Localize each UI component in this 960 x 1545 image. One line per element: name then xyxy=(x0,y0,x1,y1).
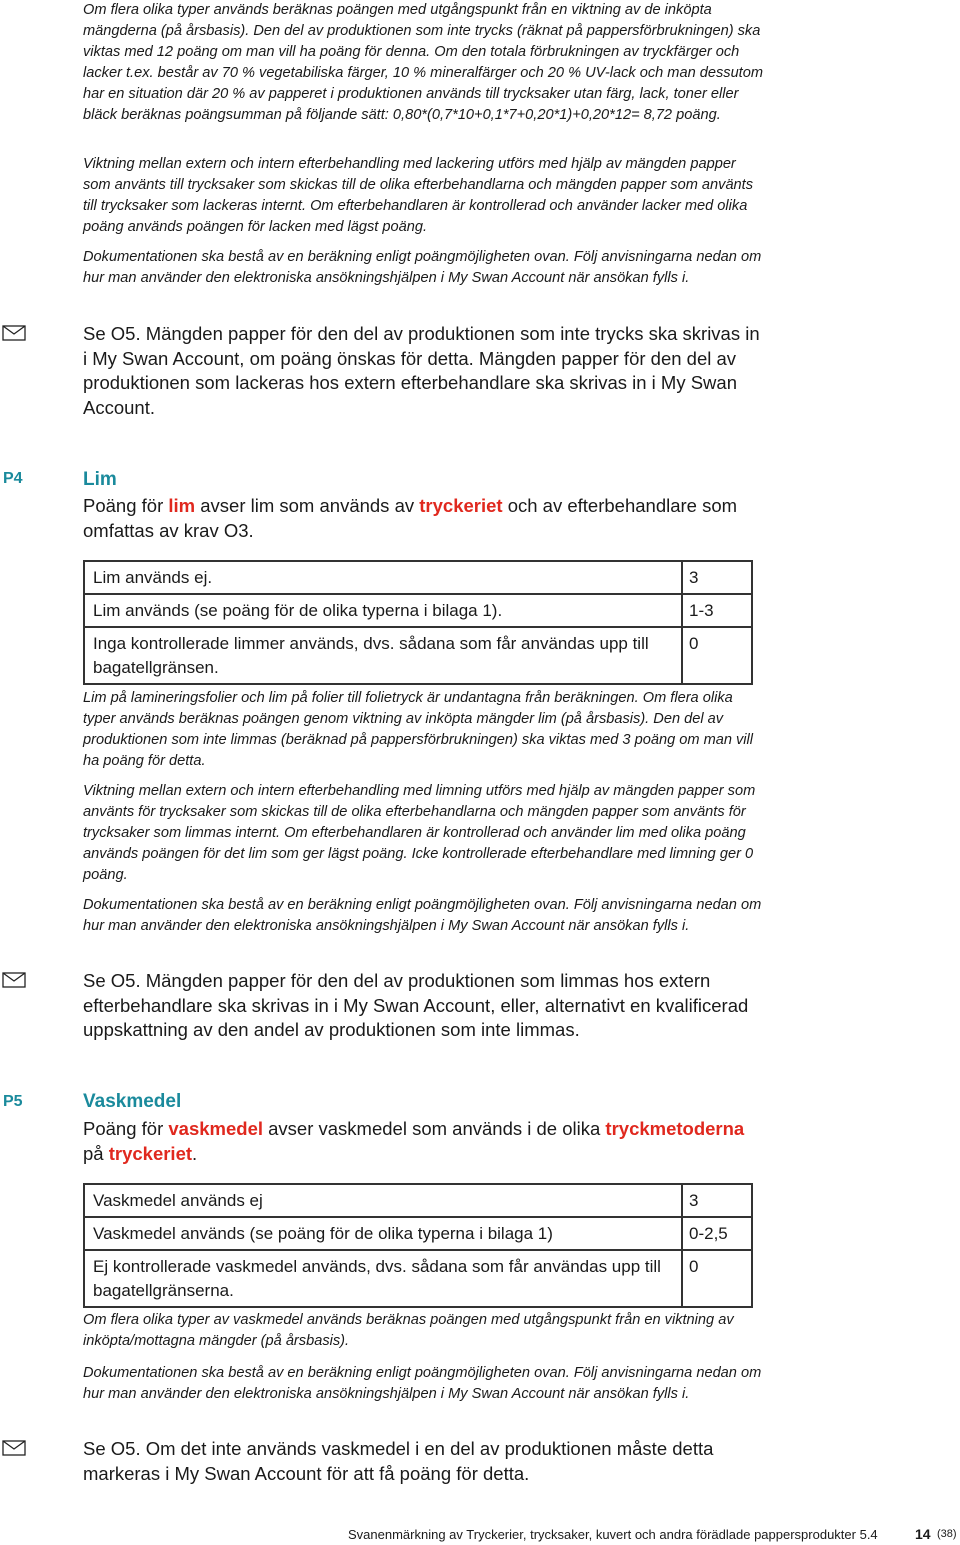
row-value: 0-2,5 xyxy=(682,1217,752,1250)
table-row xyxy=(84,561,752,594)
highlight-tryckmetoderna: tryckmetoderna xyxy=(605,1118,745,1139)
section-id-p5: P5 xyxy=(3,1093,23,1110)
table-row xyxy=(84,1250,752,1307)
p4-intro: Poäng för lim avser lim som används av tryckeriet och av efterbehandlare som omfattas av krav O3. xyxy=(83,495,738,541)
p5-points-table xyxy=(83,1183,753,1308)
p3-note: Se O5. Mängden papper för den del av produktionen som inte trycks ska skrivas in i My Swan Account, om poäng önskas för detta. Mängden papper för den del av produktionen som lackeras hos extern efterbehandlare ska skrivas in i My Swan Account. xyxy=(83,323,760,418)
envelope-icon xyxy=(2,325,26,341)
page-total: (38) xyxy=(937,1528,957,1540)
row-label: Inga kontrollerade limmer används, dvs. sådana som får användas upp till bagatellgränsen. xyxy=(84,627,682,684)
p3-paragraph-3: Dokumentationen ska bestå av en beräkning enligt poängmöjligheten ovan. Följ anvisningarna nedan om hur man använder den elektroniska ansökningshjälpen i My Swan Account när ansökan fylls i. xyxy=(83,249,762,286)
row-value: 1-3 xyxy=(682,594,752,627)
table-row xyxy=(84,627,752,684)
table-row xyxy=(84,1184,752,1217)
row-label: Ej kontrollerade vaskmedel används, dvs. sådana som får användas upp till bagatellgränserna. xyxy=(84,1250,682,1307)
row-label: Lim används ej. xyxy=(84,561,682,594)
section-title-lim: Lim xyxy=(83,469,117,490)
table-row xyxy=(84,594,752,627)
row-value: 3 xyxy=(682,561,752,594)
p4-paragraph-2: Viktning mellan extern och intern efterbehandling med limning utförs med hjälp av mängden papper som använts för trycksaker som skickas till de olika efterbehandlarna och mängden papper som använts för trycksaker som limmas internt. Om efterbehandlaren är kontrollerad och använder lim med olika poäng används poängen för det lim som ger lägst poäng. Icke kontrollerade efterbehandlare med limning ger 0 poäng. xyxy=(83,783,756,883)
p5-intro: Poäng för vaskmedel avser vaskmedel som används i de olika tryckmetoderna på tryckeriet. xyxy=(83,1118,745,1164)
row-value: 3 xyxy=(682,1184,752,1217)
highlight-lim: lim xyxy=(168,495,196,516)
envelope-icon xyxy=(2,972,26,988)
footer-text: Svanenmärkning av Tryckerier, trycksaker, kuvert och andra förädlade pappersprodukter 5.4 xyxy=(348,1527,878,1542)
row-value: 0 xyxy=(682,1250,752,1307)
p4-note: Se O5. Mängden papper för den del av produktionen som limmas hos extern efterbehandlare ska skrivas in i My Swan Account, eller, alternativt en kvalificerad uppskattning av den andel av produktionen som inte limmas. xyxy=(83,970,749,1040)
section-title-vaskmedel: Vaskmedel xyxy=(83,1091,182,1112)
p4-paragraph-1: Lim på lamineringsfolier och lim på folier till folietryck är undantagna från beräkningen. Om flera olika typer används beräknas poängen genom viktning av inköpta mängder lim (på årsbasis). Den del av produktionen som inte limmas (beräknad på pappersförbrukningen) ska viktas med 3 poäng om man vill ha poäng för detta. xyxy=(83,690,754,769)
highlight-tryckeriet: tryckeriet xyxy=(108,1142,193,1164)
page-number: 14 xyxy=(915,1526,931,1542)
highlight-vaskmedel: vaskmedel xyxy=(168,1118,263,1139)
row-label: Lim används (se poäng för de olika typerna i bilaga 1). xyxy=(84,594,682,627)
row-value: 0 xyxy=(682,627,752,684)
p5-note: Se O5. Om det inte används vaskmedel i en del av produktionen måste detta markeras i My Swan Account för att få poäng för detta. xyxy=(83,1438,714,1484)
highlight-tryckeriet: tryckeriet xyxy=(419,495,503,516)
table-row xyxy=(84,1217,752,1250)
p4-points-table xyxy=(83,560,753,685)
section-id-p4: P4 xyxy=(3,470,23,487)
row-label: Vaskmedel används ej xyxy=(84,1184,682,1217)
p3-paragraph-1: Om flera olika typer används beräknas poängen med utgångspunkt från en viktning av de inköpta mängderna (på årsbasis). Den del av produktionen som inte trycks (räknat på pappersförbrukningen) ska viktas med 12 poäng om man vill ha poäng för denna. Om den totala förbrukningen av tryckfärger och lacker t.ex. består av 70 % vegetabiliska färger, 10 % mineralfärger och 20 % UV-lack och man dessutom har en situation där 20 % av papperet i produktionen används till trycksaker utan färg, lack, toner eller bläck beräknas poängsumman på följande sätt: 0,80*(0,7*10+0,1*7+0,20*1)+0,20*12= 8,72 poäng. xyxy=(83,2,764,123)
row-label: Vaskmedel används (se poäng för de olika typerna i bilaga 1) xyxy=(84,1217,682,1250)
p3-paragraph-2: Viktning mellan extern och intern efterbehandling med lackering utförs med hjälp av mängden papper som använts till trycksaker som skickas till de olika efterbehandlarna och mängden papper som använts till trycksaker som lackeras internt. Om efterbehandlaren är kontrollerad och använder lacker med olika poäng används poängen för lacken med lägst poäng. xyxy=(83,156,754,235)
p4-paragraph-3: Dokumentationen ska bestå av en beräkning enligt poängmöjligheten ovan. Följ anvisningarna nedan om hur man använder den elektroniska ansökningshjälpen i My Swan Account när ansökan fylls i. xyxy=(83,897,762,934)
p5-paragraph-2: Dokumentationen ska bestå av en beräkning enligt poängmöjligheten ovan. Följ anvisningarna nedan om hur man använder den elektroniska ansökningshjälpen i My Swan Account när ansökan fylls i. xyxy=(83,1365,762,1402)
p5-paragraph-1: Om flera olika typer av vaskmedel används beräknas poängen med utgångspunkt från en viktning av inköpta/mottagna mängder (på årsbasis). xyxy=(83,1312,734,1349)
envelope-icon xyxy=(2,1440,26,1456)
